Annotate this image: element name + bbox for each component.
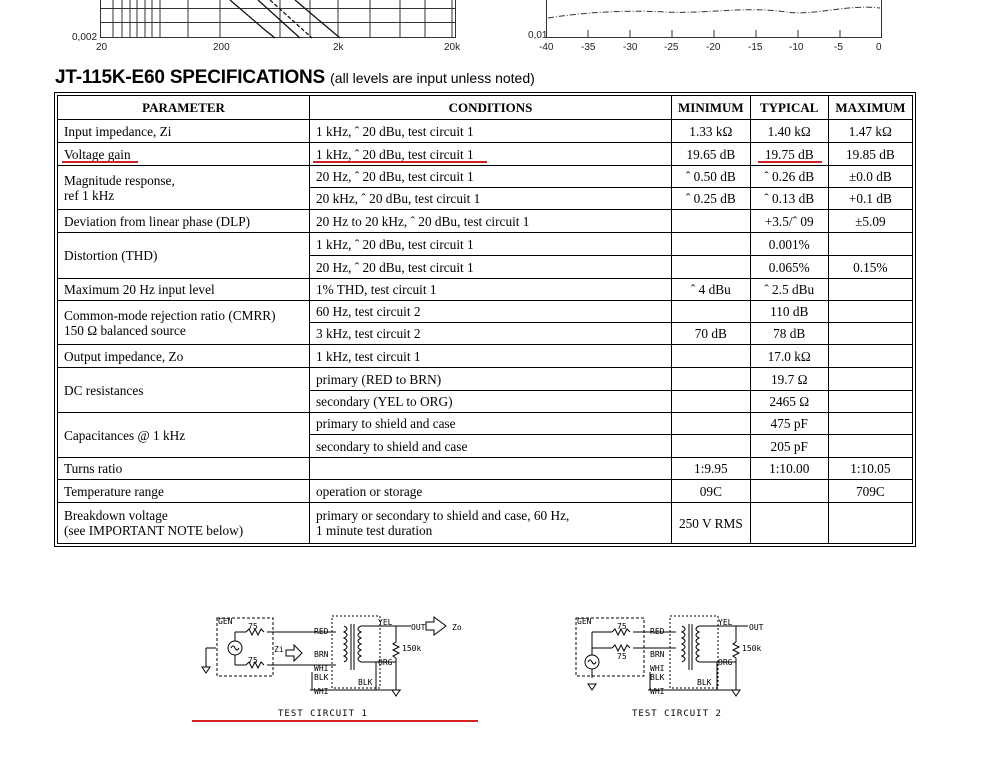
max-cell xyxy=(828,233,912,256)
typ-cell: ˆ 0.26 dB xyxy=(750,166,828,188)
param-cell: Turns ratio xyxy=(58,458,310,480)
max-cell xyxy=(828,301,912,323)
c2-blk2-label: BLK xyxy=(697,678,712,687)
typ-cell: 205 pF xyxy=(750,435,828,458)
left-y-tick: 0,002 xyxy=(72,32,98,43)
typ-cell xyxy=(750,503,828,544)
spec-title-sub: (all levels are input unless noted) xyxy=(330,70,535,86)
c2-whi2-label: WHI xyxy=(650,687,665,696)
right-x-tick-m25: -25 xyxy=(664,42,679,53)
typ-cell: 17.0 kΩ xyxy=(750,345,828,368)
voltage-gain-condition-underline xyxy=(313,161,487,163)
c2-org-label: ORG xyxy=(718,658,733,667)
param-line: 150 Ω balanced source xyxy=(64,322,186,338)
cond-cell: 1 kHz, ˆ 20 dBu, test circuit 1 xyxy=(310,120,672,143)
right-chart xyxy=(546,0,882,40)
right-x-tick-m10: -10 xyxy=(789,42,804,53)
table-row xyxy=(58,480,913,503)
typ-cell: 110 dB xyxy=(750,301,828,323)
cond-cell: 1 kHz, ˆ 20 dBu, test circuit 1 xyxy=(310,233,672,256)
cond-cell: primary (RED to BRN) xyxy=(310,368,672,391)
table-row xyxy=(58,210,913,233)
left-x-tick-20: 20 xyxy=(96,42,108,53)
param-line: ref 1 kHz xyxy=(64,187,115,203)
cond-cell: 20 kHz, ˆ 20 dBu, test circuit 1 xyxy=(310,188,672,210)
typ-cell: 1:10.00 xyxy=(750,458,828,480)
c2-whi-label: WHI xyxy=(650,664,665,673)
left-x-tick-200: 200 xyxy=(213,42,230,53)
table-row xyxy=(58,279,913,301)
cond-cell: primary to shield and case xyxy=(310,413,672,435)
param-cell: Temperature range xyxy=(58,480,310,503)
min-cell: 09C xyxy=(672,480,751,503)
spec-title xyxy=(55,67,535,89)
param-cell xyxy=(58,166,310,210)
header-conditions: CONDITIONS xyxy=(310,96,672,120)
right-x-tick-m30: -30 xyxy=(623,42,638,53)
cond-cell: secondary (YEL to ORG) xyxy=(310,391,672,413)
voltage-gain-underline xyxy=(62,161,138,163)
min-cell: ˆ 0.25 dB xyxy=(672,188,751,210)
min-cell xyxy=(672,345,751,368)
param-cell: DC resistances xyxy=(58,368,310,413)
param-cell: Output impedance, Zo xyxy=(58,345,310,368)
table-row xyxy=(58,233,913,256)
right-chart-grid xyxy=(546,0,882,40)
left-chart xyxy=(100,0,456,40)
cond-cell: 3 kHz, test circuit 2 xyxy=(310,323,672,345)
cond-cell xyxy=(310,458,672,480)
c1-yel-label: YEL xyxy=(378,618,393,627)
cond-cell: 1 kHz, test circuit 1 xyxy=(310,345,672,368)
c1-red-label: RED xyxy=(314,627,329,636)
right-x-tick-m35: -35 xyxy=(581,42,596,53)
cond-cell: operation or storage xyxy=(310,480,672,503)
param-cell: Maximum 20 Hz input level xyxy=(58,279,310,301)
min-cell xyxy=(672,413,751,435)
c1-load-label: 150k xyxy=(402,644,422,653)
left-chart-grid xyxy=(100,0,456,40)
table-row xyxy=(58,458,913,480)
max-cell: 1.47 kΩ xyxy=(828,120,912,143)
table-row xyxy=(58,413,913,435)
min-cell xyxy=(672,256,751,279)
typ-cell: ˆ 2.5 dBu xyxy=(750,279,828,301)
max-cell: +0.1 dB xyxy=(828,188,912,210)
c1-out-label: OUT xyxy=(411,623,426,632)
max-cell xyxy=(828,503,912,544)
header-typical: TYPICAL xyxy=(750,96,828,120)
min-cell xyxy=(672,301,751,323)
param-line: (see IMPORTANT NOTE below) xyxy=(64,523,244,538)
typ-cell: 78 dB xyxy=(750,323,828,345)
max-cell xyxy=(828,391,912,413)
c1-whi2-label: WHI xyxy=(314,687,329,696)
c1-gen-label: GEN xyxy=(218,617,233,626)
min-cell: 19.65 dB xyxy=(672,143,751,166)
max-cell xyxy=(828,368,912,391)
right-x-tick-m20: -20 xyxy=(706,42,721,53)
cond-cell xyxy=(310,503,672,544)
cond-cell: 20 Hz, ˆ 20 dBu, test circuit 1 xyxy=(310,256,672,279)
test-circuit-1-schematic xyxy=(196,612,486,708)
right-y-tick: 0,01 xyxy=(528,30,548,41)
param-cell xyxy=(58,301,310,345)
min-cell: 1.33 kΩ xyxy=(672,120,751,143)
cond-cell: 1% THD, test circuit 1 xyxy=(310,279,672,301)
max-cell xyxy=(828,435,912,458)
c1-r2-label: 75 xyxy=(248,656,258,665)
min-cell xyxy=(672,368,751,391)
right-x-tick-m15: -15 xyxy=(748,42,763,53)
c1-org-label: ORG xyxy=(378,658,393,667)
right-x-tick-m40: -40 xyxy=(539,42,554,53)
typ-cell: 19.75 dB xyxy=(750,143,828,166)
c2-blk-label: BLK xyxy=(650,673,665,682)
min-cell xyxy=(672,435,751,458)
c1-blk2-label: BLK xyxy=(358,678,373,687)
cond-cell: 20 Hz, ˆ 20 dBu, test circuit 1 xyxy=(310,166,672,188)
table-row xyxy=(58,166,913,188)
param-cell: Capacitances @ 1 kHz xyxy=(58,413,310,458)
typ-cell: 1.40 kΩ xyxy=(750,120,828,143)
typ-cell: 0.001% xyxy=(750,233,828,256)
max-cell: 0.15% xyxy=(828,256,912,279)
table-row xyxy=(58,120,913,143)
max-cell: 709C xyxy=(828,480,912,503)
min-cell: ˆ 4 dBu xyxy=(672,279,751,301)
c1-whi-label: WHI xyxy=(314,664,329,673)
c2-out-label: OUT xyxy=(749,623,764,632)
max-cell: 1:10.05 xyxy=(828,458,912,480)
min-cell xyxy=(672,391,751,413)
test-circuit-1 xyxy=(196,612,486,722)
left-x-tick-2k: 2k xyxy=(333,42,344,53)
min-cell: 250 V RMS xyxy=(672,503,751,544)
typ-cell xyxy=(750,480,828,503)
c2-brn-label: BRN xyxy=(650,650,665,659)
max-cell: 19.85 dB xyxy=(828,143,912,166)
header-maximum: MAXIMUM xyxy=(828,96,912,120)
test-circuit-2-caption: TEST CIRCUIT 2 xyxy=(632,709,722,719)
min-cell xyxy=(672,210,751,233)
max-cell xyxy=(828,279,912,301)
cond-line: primary or secondary to shield and case, 60 Hz, xyxy=(316,508,570,523)
c1-zo-label: Zo xyxy=(452,623,462,632)
min-cell: 1:9.95 xyxy=(672,458,751,480)
c2-load-label: 150k xyxy=(742,644,762,653)
param-line: Magnitude response, xyxy=(64,172,175,188)
max-cell: ±5.09 xyxy=(828,210,912,233)
min-cell xyxy=(672,233,751,256)
table-header-row xyxy=(58,96,913,120)
cond-line: 1 minute test duration xyxy=(316,523,433,538)
typ-cell: 475 pF xyxy=(750,413,828,435)
typ-cell: +3.5/ˆ 09 xyxy=(750,210,828,233)
param-cell: Distortion (THD) xyxy=(58,233,310,279)
table-row xyxy=(58,301,913,323)
cond-cell: secondary to shield and case xyxy=(310,435,672,458)
typ-cell: 0.065% xyxy=(750,256,828,279)
right-x-tick-0: 0 xyxy=(876,42,882,53)
cond-cell: 20 Hz to 20 kHz, ˆ 20 dBu, test circuit 1 xyxy=(310,210,672,233)
table-row xyxy=(58,503,913,544)
cond-cell: 1 kHz, ˆ 20 dBu, test circuit 1 xyxy=(310,143,672,166)
table-row xyxy=(58,368,913,391)
max-cell xyxy=(828,323,912,345)
c2-red-label: RED xyxy=(650,627,665,636)
left-x-tick-20k: 20k xyxy=(444,42,461,53)
min-cell: 70 dB xyxy=(672,323,751,345)
c2-r1-label: 75 xyxy=(617,622,627,631)
typ-cell: 2465 Ω xyxy=(750,391,828,413)
c1-zi-label: Zi xyxy=(274,645,284,654)
cond-cell: 60 Hz, test circuit 2 xyxy=(310,301,672,323)
header-minimum: MINIMUM xyxy=(672,96,751,120)
typ-cell: 19.7 Ω xyxy=(750,368,828,391)
c2-yel-label: YEL xyxy=(718,618,733,627)
spec-title-main: JT-115K-E60 SPECIFICATIONS xyxy=(55,67,326,88)
max-cell xyxy=(828,413,912,435)
test-circuit-2 xyxy=(572,612,792,722)
max-cell xyxy=(828,345,912,368)
param-line: Common-mode rejection ratio (CMRR) xyxy=(64,307,276,323)
c1-brn-label: BRN xyxy=(314,650,329,659)
param-line: Breakdown voltage xyxy=(64,508,168,523)
max-cell: ±0.0 dB xyxy=(828,166,912,188)
table-row xyxy=(58,345,913,368)
header-parameter: PARAMETER xyxy=(58,96,310,120)
param-cell xyxy=(58,503,310,544)
param-cell: Input impedance, Zi xyxy=(58,120,310,143)
param-cell: Deviation from linear phase (DLP) xyxy=(58,210,310,233)
test-circuit-1-caption: TEST CIRCUIT 1 xyxy=(278,709,368,719)
param-cell: Voltage gain xyxy=(58,143,310,166)
typical-gain-underline xyxy=(758,161,822,163)
c2-gen-label: GEN xyxy=(577,617,592,626)
c1-blk-label: BLK xyxy=(314,673,329,682)
right-x-tick-m5: -5 xyxy=(834,42,843,53)
c1-r1-label: 75 xyxy=(248,622,258,631)
typ-cell: ˆ 0.13 dB xyxy=(750,188,828,210)
c2-r2-label: 75 xyxy=(617,652,627,661)
min-cell: ˆ 0.50 dB xyxy=(672,166,751,188)
